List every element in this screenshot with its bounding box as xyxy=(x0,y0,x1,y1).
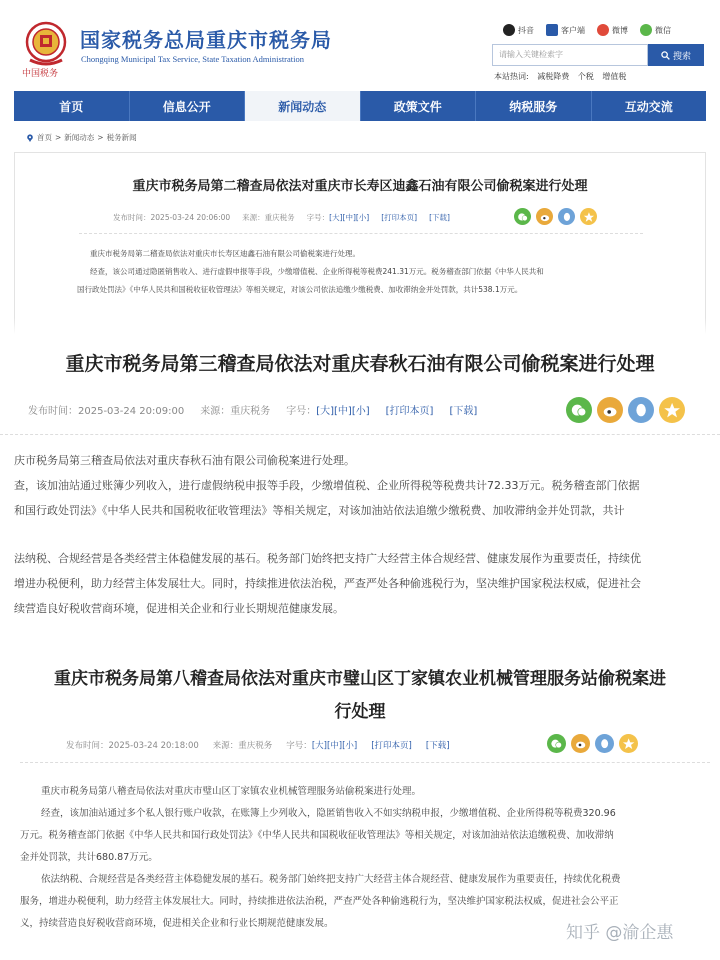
share-buttons xyxy=(514,208,597,225)
breadcrumb-tax-news[interactable]: 税务新闻 xyxy=(106,133,137,142)
wechat-icon xyxy=(640,24,652,36)
article-paragraph: 金并处罚款，共计680.87万元。 xyxy=(20,852,158,863)
client-link[interactable]: 客户端 xyxy=(546,24,585,36)
source: 来源：重庆税务 xyxy=(242,213,295,222)
nav-item-interact[interactable]: 互动交流 xyxy=(624,99,673,114)
screenshot-section-1 xyxy=(0,0,720,335)
font-size-medium[interactable]: [中] xyxy=(334,406,352,417)
douyin-icon xyxy=(503,24,515,36)
divider xyxy=(20,762,710,763)
publish-time: 发布时间：2025-03-24 20:18:00 xyxy=(66,741,199,751)
share-qq-icon[interactable] xyxy=(558,208,575,225)
download-link[interactable]: [下载] xyxy=(449,406,478,417)
nav-item-service[interactable]: 纳税服务 xyxy=(476,91,592,121)
article-paragraph: 重庆市税务局第八稽查局依法对重庆市璧山区丁家镇农业机械管理服务站偷税案进行处理。 xyxy=(41,786,422,797)
favorite-star-icon[interactable] xyxy=(619,734,638,753)
search-input[interactable]: 请输入关键检索字 xyxy=(492,44,648,66)
mobile-client-icon xyxy=(546,24,558,36)
publish-time: 发布时间：2025-03-24 20:09:00 xyxy=(28,406,185,417)
share-qq-icon[interactable] xyxy=(628,397,654,423)
article-paragraph: 依法纳税、合规经营是各类经营主体稳健发展的基石。税务部门始终把支持广大经营主体合规经营、健康发展作为重要责任，持续优化税费 xyxy=(41,874,621,885)
font-size-large[interactable]: [大] xyxy=(316,406,335,417)
print-link[interactable]: [打印本页] xyxy=(371,741,412,751)
font-size-large[interactable]: [大] xyxy=(329,213,343,222)
article-paragraph: 经查，该公司通过隐匿销售收入、进行虚假申报等手段，少缴增值税、企业所得税等税费241.31万元。税务稽查部门依据《中华人民共和 xyxy=(90,267,544,276)
download-link[interactable]: [下载] xyxy=(425,741,450,751)
font-size-medium[interactable]: [中] xyxy=(326,741,343,751)
source: 来源：重庆税务 xyxy=(212,741,273,751)
source: 来源：重庆税务 xyxy=(200,406,271,417)
article-title-line-1: 重庆市税务局第八稽查局依法对重庆市璧山区丁家镇农业机械管理服务站偷税案进 xyxy=(54,669,666,689)
breadcrumb-home[interactable]: 首页 xyxy=(37,133,52,142)
logo-subtitle: 中国税务 xyxy=(22,69,59,79)
article-paragraph: 万元。税务稽查部门依据《中华人民共和国行政处罚法》《中华人民共和国税收征收管理法》等相关规定，对该加油站依法追缴税费、加收滞纳 xyxy=(20,830,614,841)
weibo-link[interactable]: 微博 xyxy=(597,24,628,36)
print-link[interactable]: [打印本页] xyxy=(385,406,434,417)
nav-item-home[interactable]: 首页 xyxy=(14,91,130,121)
share-buttons xyxy=(547,734,638,753)
wechat-link[interactable]: 微信 xyxy=(640,24,671,36)
hot-word[interactable]: 减税降费 xyxy=(537,72,570,81)
font-size-medium[interactable]: [中] xyxy=(342,213,356,222)
share-weibo-icon[interactable] xyxy=(536,208,553,225)
article-paragraph: 和国行政处罚法》《中华人民共和国税收征收管理法》等相关规定，对该加油站依法追缴少缴税费、加收滞纳金并处罚款，共计 xyxy=(14,504,625,517)
douyin-link[interactable]: 抖音 xyxy=(503,24,534,36)
article-paragraph: 服务，增进办税便利，助力经营主体发展壮大。同时，持续推进依法治税，严查严处各种偷逃税行为，坚决维护国家税法权威，促进社会公平正 xyxy=(20,896,619,907)
hot-words xyxy=(494,71,632,82)
share-qq-icon[interactable] xyxy=(595,734,614,753)
search-icon xyxy=(661,51,670,60)
article-meta xyxy=(66,739,450,751)
fade-overlay xyxy=(0,318,720,335)
article-paragraph: 查，该加油站通过账簿少列收入，进行虚假纳税申报等手段，少缴增值税、企业所得税等税费共计72.33万元。税务稽查部门依据 xyxy=(14,479,640,492)
location-pin-icon xyxy=(26,134,34,142)
article-paragraph: 义，持续营造良好税收营商环境，促进相关企业和行业长期规范健康发展。 xyxy=(20,918,334,929)
favorite-star-icon[interactable] xyxy=(659,397,685,423)
zhihu-watermark: 知乎 @渝企惠 xyxy=(566,923,674,943)
article-meta xyxy=(28,402,477,417)
article-paragraph: 经查，该加油站通过多个私人银行账户收款，在账簿上少列收入，隐匿销售收入不如实纳税申报，少缴增值税、企业所得税等税费320.96 xyxy=(41,808,616,819)
share-weibo-icon[interactable] xyxy=(571,734,590,753)
publish-time: 发布时间：2025-03-24 20:06:00 xyxy=(113,213,231,222)
font-size-small[interactable]: [小] xyxy=(351,406,370,417)
weibo-icon xyxy=(597,24,609,36)
share-wechat-icon[interactable] xyxy=(514,208,531,225)
divider xyxy=(79,233,643,234)
article-title: 重庆市税务局第三稽查局依法对重庆春秋石油有限公司偷税案进行处理 xyxy=(65,353,655,375)
font-size-small[interactable]: [小] xyxy=(342,741,358,751)
article-title-line-2: 行处理 xyxy=(334,702,386,722)
article-paragraph: 国行政处罚法》《中华人民共和国税收征收管理法》等相关规定，对该公司依法追缴少缴税费、加收滞纳金并处罚款，共计538.1万元。 xyxy=(77,285,523,294)
site-subtitle: Chongqing Municipal Tax Service, State Taxation Administration xyxy=(81,54,305,64)
print-link[interactable]: [打印本页] xyxy=(381,213,418,222)
nav-item-policy[interactable]: 政策文件 xyxy=(361,91,477,121)
search-button[interactable]: 搜索 xyxy=(648,44,704,66)
hot-words-label: 本站热词: xyxy=(494,72,529,81)
favorite-star-icon[interactable] xyxy=(580,208,597,225)
download-link[interactable]: [下载] xyxy=(429,213,450,222)
nav-item-info[interactable]: 信息公开 xyxy=(130,91,246,121)
divider xyxy=(0,434,720,435)
site-title: 国家税务总局重庆市税务局 xyxy=(80,28,332,52)
share-wechat-icon[interactable] xyxy=(547,734,566,753)
nav-item-news[interactable]: 新闻动态 xyxy=(245,91,361,121)
article-paragraph: 增进办税便利，助力经营主体发展壮大。同时，持续推进依法治税，严查严处各种偷逃税行为，坚决维护国家税法权威，促进社会 xyxy=(14,577,641,590)
article-paragraph: 法纳税、合规经营是各类经营主体稳健发展的基石。税务部门始终把支持广大经营主体合规经营、健康发展作为重要责任，持续优 xyxy=(14,552,641,565)
hot-word[interactable]: 增值税 xyxy=(602,72,627,81)
social-links xyxy=(503,24,671,36)
breadcrumb: 首页 > 新闻动态 > 税务新闻 xyxy=(26,132,137,143)
font-size-control: 字号：[大][中][小] xyxy=(286,406,370,417)
font-size-control: 字号：[大][中][小] xyxy=(306,213,370,222)
font-size-large[interactable]: [大] xyxy=(311,741,327,751)
main-nav xyxy=(14,91,706,121)
article-title: 重庆市税务局第二稽查局依法对重庆市长寿区迪鑫石油有限公司偷税案进行处理 xyxy=(132,179,588,194)
share-weibo-icon[interactable] xyxy=(597,397,623,423)
breadcrumb-news[interactable]: 新闻动态 xyxy=(64,133,95,142)
article-meta xyxy=(113,212,450,223)
article-paragraph: 庆市税务局第三稽查局依法对重庆春秋石油有限公司偷税案进行处理。 xyxy=(14,454,355,467)
article-paragraph: 续营造良好税收营商环境，促进相关企业和行业长期规范健康发展。 xyxy=(14,602,344,615)
hot-word[interactable]: 个税 xyxy=(577,72,594,81)
font-size-small[interactable]: [小] xyxy=(355,213,370,222)
share-wechat-icon[interactable] xyxy=(566,397,592,423)
tax-emblem-icon xyxy=(22,20,70,68)
article-paragraph: 重庆市税务局第二稽查局依法对重庆市长寿区迪鑫石油有限公司偷税案进行处理。 xyxy=(90,249,360,258)
share-buttons xyxy=(566,397,685,423)
font-size-control: 字号：[大][中][小] xyxy=(286,741,358,751)
